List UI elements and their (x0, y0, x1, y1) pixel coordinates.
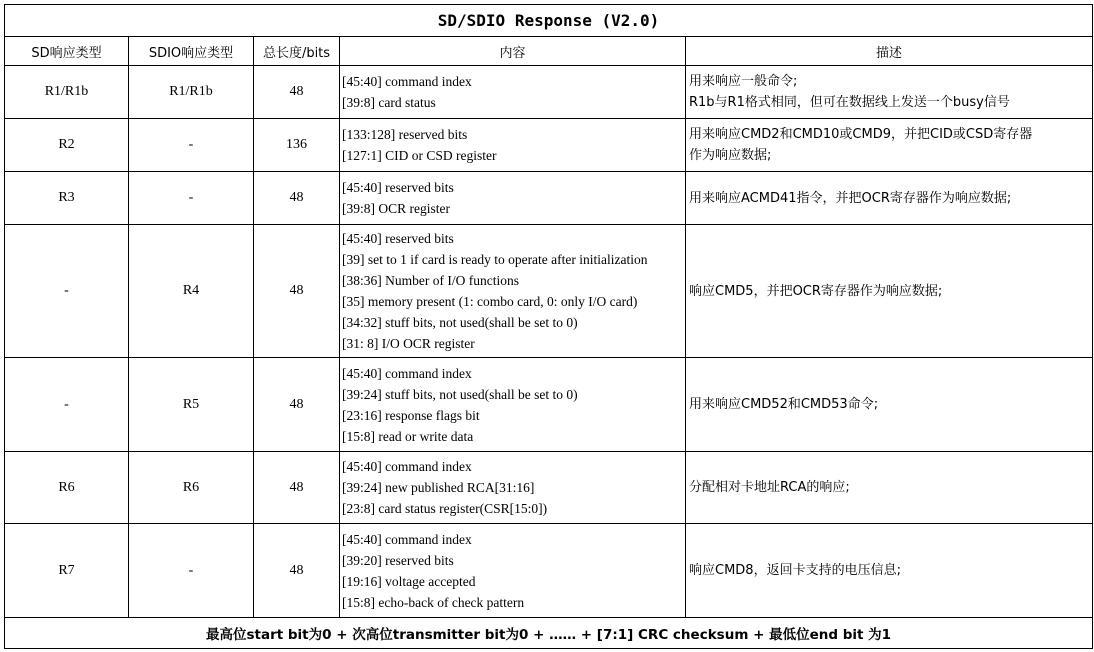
sdio-type-cell: R1/R1b (129, 66, 254, 119)
sd-type-cell: - (5, 358, 129, 452)
sdio-type-cell: R4 (129, 225, 254, 358)
description-line: 分配相对卡地址RCA的响应; (689, 480, 850, 495)
header-content: 内容 (340, 37, 686, 66)
description-cell (686, 172, 1093, 225)
length-cell: 48 (254, 452, 340, 524)
header-row (5, 37, 1093, 66)
content-line: [23:8] card status register(CSR[15:0]) (342, 501, 548, 516)
header-length: 总长度/bits (254, 37, 340, 66)
length-cell: 136 (254, 119, 340, 172)
description-line: 用来响应CMD52和CMD53命令; (689, 397, 879, 412)
sd-sdio-response-table (4, 4, 1093, 649)
table-row (5, 524, 1093, 618)
length-cell: 48 (254, 225, 340, 358)
description-line: 用来响应CMD2和CMD10或CMD9，并把CID或CSD寄存器 (689, 127, 1033, 142)
content-cell (340, 66, 686, 119)
sd-type-cell: R2 (5, 119, 129, 172)
content-line: [39:24] new published RCA[31:16] (342, 480, 535, 495)
sdio-type-cell: - (129, 172, 254, 225)
sdio-type-cell: - (129, 524, 254, 618)
length-cell: 48 (254, 172, 340, 225)
sd-type-cell: R7 (5, 524, 129, 618)
content-cell (340, 358, 686, 452)
content-line: [45:40] command index (342, 74, 472, 89)
description-line: 用来响应一般命令; (689, 74, 798, 89)
description-line: 响应CMD5，并把OCR寄存器作为响应数据; (689, 283, 943, 299)
content-line: [127:1] CID or CSD register (342, 148, 497, 163)
header-sd-type: SD响应类型 (5, 37, 129, 66)
sd-type-cell: R3 (5, 172, 129, 225)
content-cell (340, 119, 686, 172)
content-cell (340, 172, 686, 225)
content-line: [39:20] reserved bits (342, 552, 454, 568)
table-title: SD/SDIO Response (V2.0) (5, 5, 1093, 37)
table-row (5, 119, 1093, 172)
content-line: [45:40] reserved bits (342, 180, 454, 195)
sdio-type-cell: - (129, 119, 254, 172)
content-line: [39:8] OCR register (342, 201, 450, 216)
content-line: [19:16] voltage accepted (342, 573, 476, 589)
description-cell (686, 225, 1093, 358)
sdio-type-cell: R5 (129, 358, 254, 452)
content-line: [45:40] command index (342, 365, 472, 381)
table-row (5, 452, 1093, 524)
content-line: [34:32] stuff bits, not used(shall be set to 0) (342, 315, 578, 330)
content-line: [39:24] stuff bits, not used(shall be set to 0) (342, 386, 578, 402)
sdio-type-cell: R6 (129, 452, 254, 524)
table-row (5, 66, 1093, 119)
description-line: 用来响应ACMD41指令，并把OCR寄存器作为响应数据; (689, 190, 1012, 206)
description-line: 作为响应数据; (689, 148, 772, 163)
description-cell (686, 66, 1093, 119)
length-cell: 48 (254, 66, 340, 119)
header-description: 描述 (686, 37, 1093, 66)
content-line: [39] set to 1 if card is ready to operate after initialization (342, 252, 648, 267)
content-line: [45:40] reserved bits (342, 231, 454, 246)
frame-format-footer: 最高位start bit为0 + 次高位transmitter bit为0 + …… + [7:1] CRC checksum + 最低位end bit 为1 (5, 618, 1093, 649)
content-cell (340, 452, 686, 524)
sd-type-cell: R1/R1b (5, 66, 129, 119)
content-cell (340, 225, 686, 358)
content-line: [15:8] read or write data (342, 428, 474, 444)
content-line: [39:8] card status (342, 95, 436, 110)
table-row (5, 225, 1093, 358)
content-line: [38:36] Number of I/O functions (342, 273, 519, 288)
sd-type-cell: - (5, 225, 129, 358)
table-row (5, 358, 1093, 452)
description-line: R1b与R1格式相同，但可在数据线上发送一个busy信号 (689, 95, 1010, 110)
content-line: [45:40] command index (342, 459, 472, 474)
content-line: [23:16] response flags bit (342, 407, 480, 423)
description-cell (686, 452, 1093, 524)
description-cell (686, 358, 1093, 452)
footer-row (5, 618, 1093, 649)
content-line: [31: 8] I/O OCR register (342, 336, 475, 351)
sd-type-cell: R6 (5, 452, 129, 524)
content-cell (340, 524, 686, 618)
content-line: [15:8] echo-back of check pattern (342, 594, 525, 610)
table-row (5, 172, 1093, 225)
content-line: [45:40] command index (342, 531, 472, 547)
length-cell: 48 (254, 358, 340, 452)
description-cell (686, 119, 1093, 172)
title-row (5, 5, 1093, 37)
description-line: 响应CMD8，返回卡支持的电压信息; (689, 563, 901, 578)
header-sdio-type: SDIO响应类型 (129, 37, 254, 66)
description-cell (686, 524, 1093, 618)
content-line: [35] memory present (1: combo card, 0: only I/O card) (342, 294, 638, 309)
length-cell: 48 (254, 524, 340, 618)
content-line: [133:128] reserved bits (342, 127, 468, 142)
